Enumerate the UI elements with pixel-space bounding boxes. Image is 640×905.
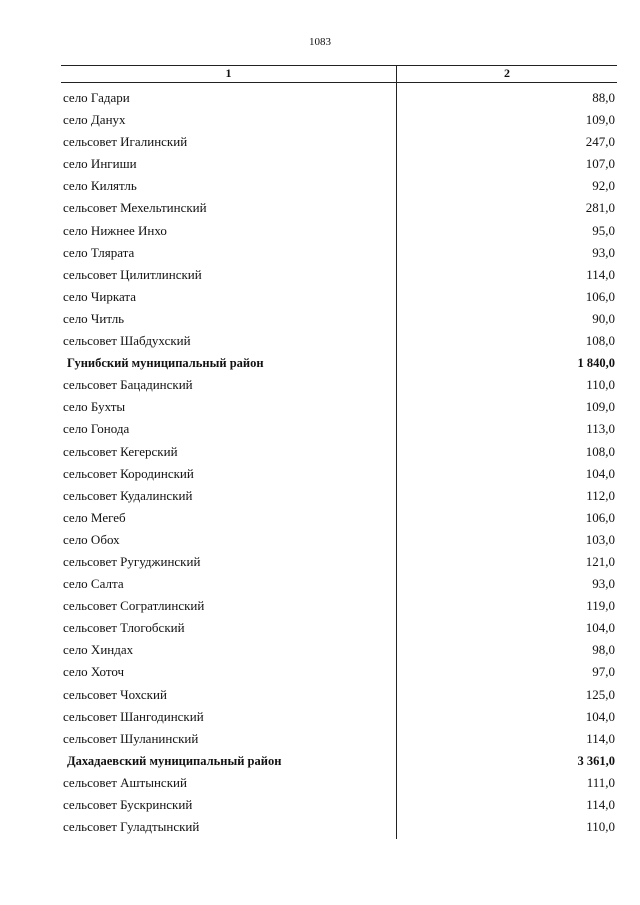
table-row <box>61 507 617 529</box>
row-name: Гунибский муниципальный район <box>67 356 264 371</box>
table-row <box>61 573 617 595</box>
row-name: сельсовет Кородинский <box>63 465 194 481</box>
row-name: село Хоточ <box>63 664 125 680</box>
row-name: сельсовет Кегерский <box>63 443 178 459</box>
row-name: село Хиндах <box>63 642 134 658</box>
row-value: 3 361,0 <box>577 753 615 768</box>
row-name: село Салта <box>63 576 124 592</box>
row-name: село Мегеб <box>63 509 126 525</box>
row-name: село Ингиши <box>63 156 137 172</box>
row-name: сельсовет Аштынский <box>63 774 187 790</box>
row-name: село Данух <box>63 112 126 128</box>
table-row <box>61 175 617 197</box>
row-value: 114,0 <box>586 730 615 746</box>
row-value: 110,0 <box>586 377 615 393</box>
row-name: село Нижнее Инхо <box>63 222 167 238</box>
page-number: 1083 <box>309 36 331 48</box>
row-name: сельсовет Тлогобский <box>63 620 185 636</box>
table-row <box>61 308 617 330</box>
row-name: село Гонода <box>63 421 130 437</box>
table-row <box>61 396 617 418</box>
table-row <box>61 87 617 109</box>
row-name: сельсовет Бускринский <box>63 797 193 812</box>
row-name: сельсовет Шуланинский <box>63 730 199 746</box>
row-name: село Обох <box>63 531 120 547</box>
row-name: село Чирката <box>63 288 137 304</box>
table-row <box>61 661 617 683</box>
row-value: 104,0 <box>585 465 615 481</box>
row-name: сельсовет Мехельтинский <box>63 200 207 216</box>
row-value: 1 840,0 <box>577 356 615 371</box>
row-name: село Тлярата <box>63 244 135 260</box>
table-row <box>61 463 617 485</box>
row-name: село Гадари <box>63 90 130 105</box>
table-row <box>61 131 617 153</box>
row-value: 106,0 <box>585 509 615 525</box>
row-value: 88,0 <box>592 90 615 105</box>
table-row-district <box>61 750 617 772</box>
table-row <box>61 374 617 396</box>
table-row <box>61 617 617 639</box>
row-value: 93,0 <box>592 244 615 260</box>
table-row <box>61 109 617 131</box>
row-value: 281,0 <box>585 200 615 216</box>
row-value: 121,0 <box>585 553 615 569</box>
row-value: 112,0 <box>586 487 615 503</box>
row-name: сельсовет Игалинский <box>63 134 188 150</box>
row-value: 119,0 <box>586 598 615 614</box>
row-value: 103,0 <box>585 531 615 547</box>
table-header <box>61 65 617 82</box>
header-bottom-rule <box>61 82 617 83</box>
table-row <box>61 197 617 219</box>
row-value: 98,0 <box>592 642 615 658</box>
table-row <box>61 684 617 706</box>
row-value: 108,0 <box>585 333 615 349</box>
table-row <box>61 264 617 286</box>
table-row <box>61 286 617 308</box>
row-value: 109,0 <box>585 399 615 415</box>
row-value: 111,0 <box>586 774 615 790</box>
table-row <box>61 551 617 573</box>
table-row <box>61 220 617 242</box>
row-name: сельсовет Чохский <box>63 686 167 702</box>
row-value: 125,0 <box>585 686 615 702</box>
row-value: 114,0 <box>586 797 615 812</box>
row-value: 107,0 <box>585 156 615 172</box>
row-value: 95,0 <box>592 222 615 238</box>
row-value: 109,0 <box>585 112 615 128</box>
row-value: 110,0 <box>586 819 615 835</box>
table-row <box>61 772 617 794</box>
row-name: Дахадаевский муниципальный район <box>67 753 282 768</box>
row-name: село Читль <box>63 310 125 326</box>
row-value: 104,0 <box>585 620 615 636</box>
table-row <box>61 639 617 661</box>
table-row <box>61 441 617 463</box>
row-name: сельсовет Шангодинский <box>63 708 204 724</box>
table-row <box>61 706 617 728</box>
table-row <box>61 794 617 816</box>
row-value: 97,0 <box>592 664 615 680</box>
table-row <box>61 816 617 838</box>
row-name: село Бухты <box>63 399 126 415</box>
row-name: сельсовет Кудалинский <box>63 487 193 503</box>
table-row <box>61 242 617 264</box>
row-name: сельсовет Согратлинский <box>63 598 205 614</box>
data-table <box>61 65 617 839</box>
row-name: сельсовет Бацадинский <box>63 377 193 393</box>
column-header-2: 2 <box>504 66 510 80</box>
table-row-district <box>61 352 617 374</box>
table-row <box>61 330 617 352</box>
row-value: 93,0 <box>592 576 615 592</box>
row-value: 108,0 <box>585 443 615 459</box>
table-body <box>61 87 617 838</box>
row-name: сельсовет Шабдухский <box>63 333 191 349</box>
row-value: 247,0 <box>585 134 615 150</box>
row-value: 114,0 <box>586 266 615 282</box>
row-name: сельсовет Цилитлинский <box>63 266 202 282</box>
row-name: сельсовет Ругуджинский <box>63 553 201 569</box>
table-row <box>61 485 617 507</box>
row-name: сельсовет Гуладтынский <box>63 819 200 835</box>
row-value: 113,0 <box>586 421 615 437</box>
row-value: 104,0 <box>585 708 615 724</box>
column-header-1: 1 <box>225 66 232 80</box>
table-row <box>61 529 617 551</box>
table-row <box>61 153 617 175</box>
table-row <box>61 595 617 617</box>
row-value: 106,0 <box>585 288 615 304</box>
row-value: 92,0 <box>592 178 615 194</box>
table-row <box>61 728 617 750</box>
row-name: село Килятль <box>63 178 137 194</box>
table-row <box>61 418 617 440</box>
row-value: 90,0 <box>592 310 615 326</box>
